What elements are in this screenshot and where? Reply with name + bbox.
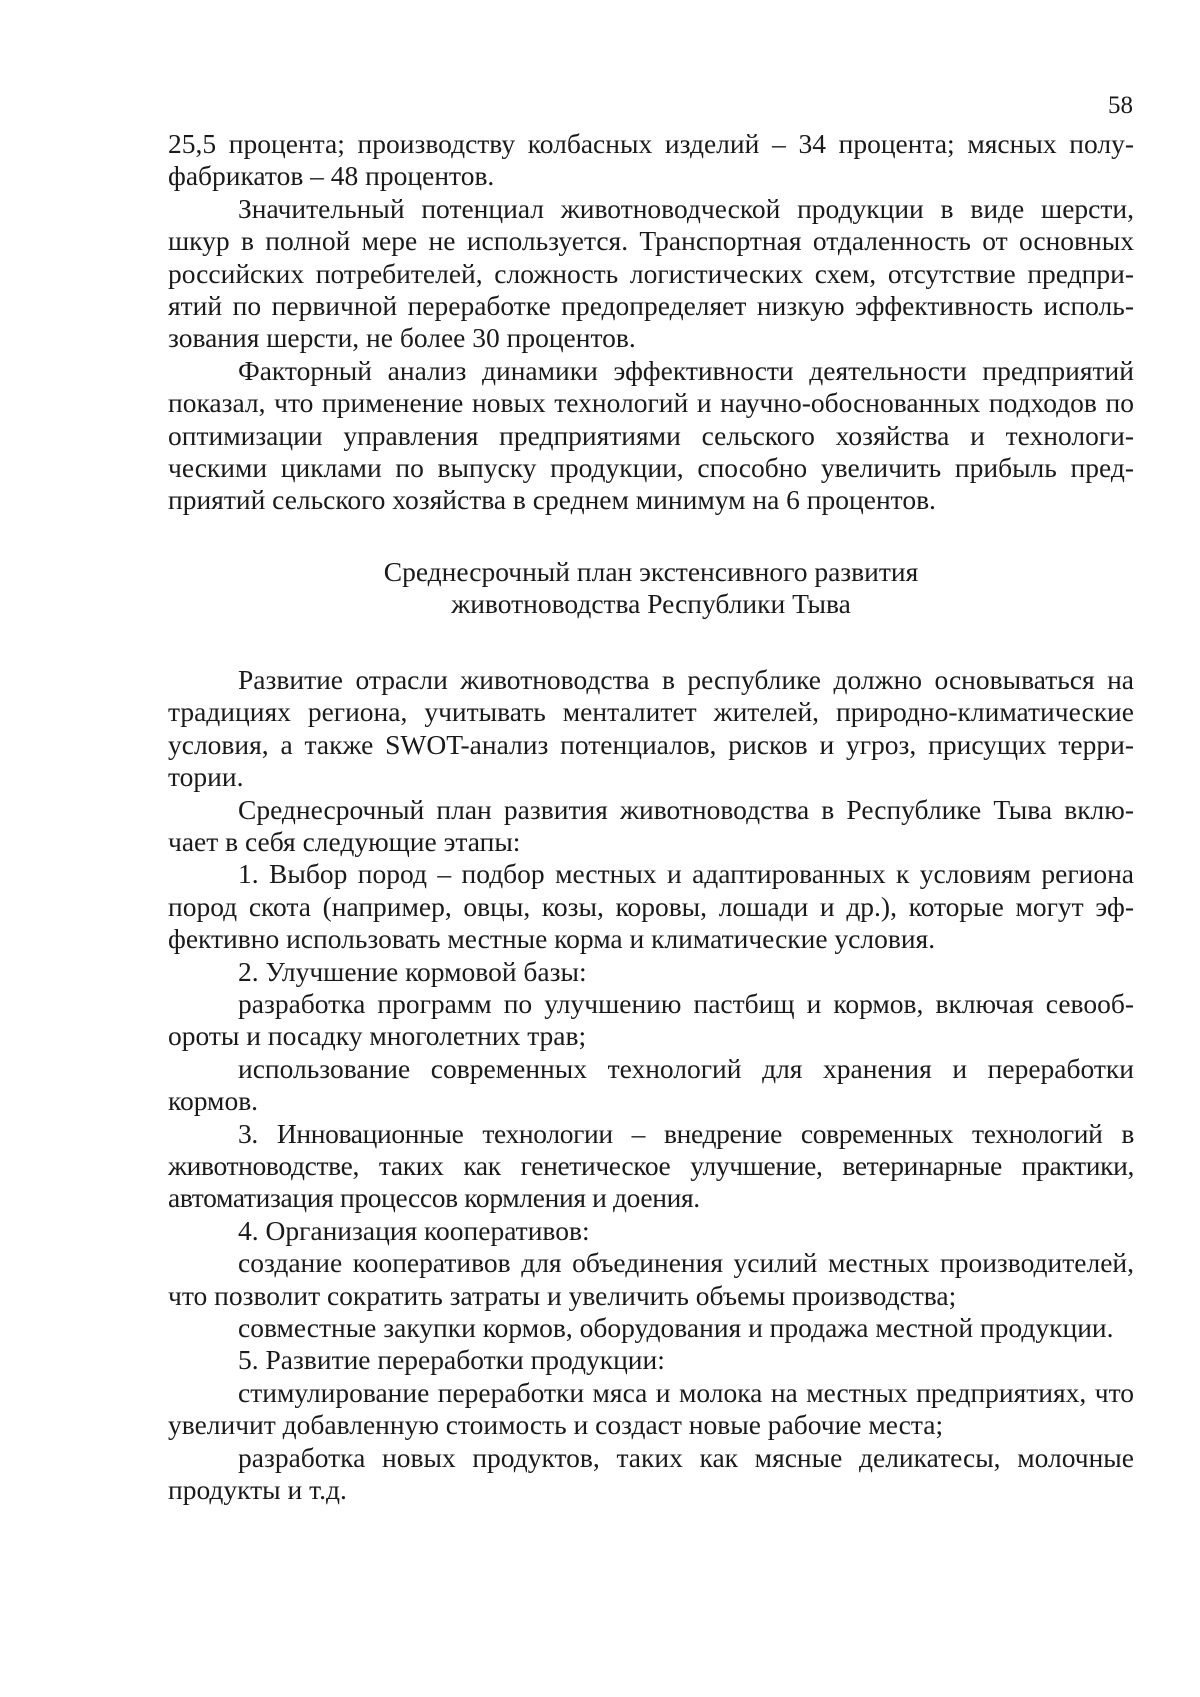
list-item-breed-selection: 1. Выбор пород – подбор местных и адаптированных к условиям региона пород скота (например, овцы, козы, коровы, лошади и др.), которые могут эффективно использовать местные корма и климатические условия. bbox=[168, 858, 1134, 955]
paragraph-factor-analysis: Факторный анализ динамики эффективности деятельности предприятий показал, что применение новых технологий и научно-обоснованных подходов по оптимизации управления предприятиями сельского хозяйства и технологическими циклами по выпуску продукции, способно увеличить прибыль предприятий сельского хозяйства в среднем минимум на 6 процентов. bbox=[168, 354, 1134, 516]
list-subitem-cooperative-creation: создание кооперативов для объединения усилий местных производителей, что позволит сократить затраты и увеличить объемы производства; bbox=[168, 1247, 1134, 1311]
list-subitem-new-products: разработка новых продуктов, таких как мясные деликатесы, молочные продукты и т.д. bbox=[168, 1441, 1134, 1506]
section-heading bbox=[168, 556, 1134, 620]
list-item-feed-base: 2. Улучшение кормовой базы: bbox=[238, 955, 587, 987]
section-heading-line-1: Среднесрочный план экстенсивного развития bbox=[383, 555, 919, 587]
paragraph-plan-intro: Среднесрочный план развития животноводства в Республике Тыва включает в себя следующие этапы: bbox=[168, 793, 1134, 857]
list-item-cooperatives: 4. Организация кооперативов: bbox=[238, 1214, 590, 1246]
list-subitem-feed-storage: использование современных технологий для хранения и переработки кормов. bbox=[168, 1052, 1134, 1117]
page-number: 58 bbox=[1108, 92, 1133, 119]
list-item-processing: 5. Развитие переработки продукции: bbox=[238, 1344, 665, 1376]
document-body bbox=[168, 128, 1134, 1506]
paragraph-wool-potential: Значительный потенциал животноводческой продукции в виде шерсти, шкур в полной мере не используется. Транспортная отдаленность от основных российских потребителей, сложность логистических схем, отсутствие предприятий по первичной переработке предопределяет низкую эффективность использования шерсти, не более 30 процентов. bbox=[168, 192, 1134, 354]
list-subitem-pasture-programs: разработка программ по улучшению пастбищ и кормов, включая севообороты и посадку многолетних трав; bbox=[168, 987, 1134, 1052]
list-subitem-joint-purchases: совместные закупки кормов, оборудования и продажа местной продукции. bbox=[238, 1312, 1114, 1343]
list-subitem-processing-stimulation: стимулирование переработки мяса и молока на местных предприятиях, что увеличит добавленную стоимость и создаст новые рабочие места; bbox=[168, 1376, 1134, 1441]
paragraph-continuation: 25,5 процента; производству колбасных изделий – 34 процента; мясных полуфабрикатов – 48 процентов. bbox=[168, 128, 1134, 192]
list-item-innovation: 3. Инновационные технологии – внедрение современных технологий в животноводстве, таких как генетическое улучшение, ветеринарные практики, автоматизация процессов кормления и доения. bbox=[168, 1117, 1134, 1214]
paragraph-development-traditions: Развитие отрасли животноводства в республике должно основываться на традициях региона, учитывать менталитет жителей, природно-климатические условия, а также SWOT-анализ потенциалов, рисков и угроз, присущих территории. bbox=[168, 663, 1134, 793]
section-heading-line-2: животноводства Республики Тыва bbox=[451, 587, 851, 619]
